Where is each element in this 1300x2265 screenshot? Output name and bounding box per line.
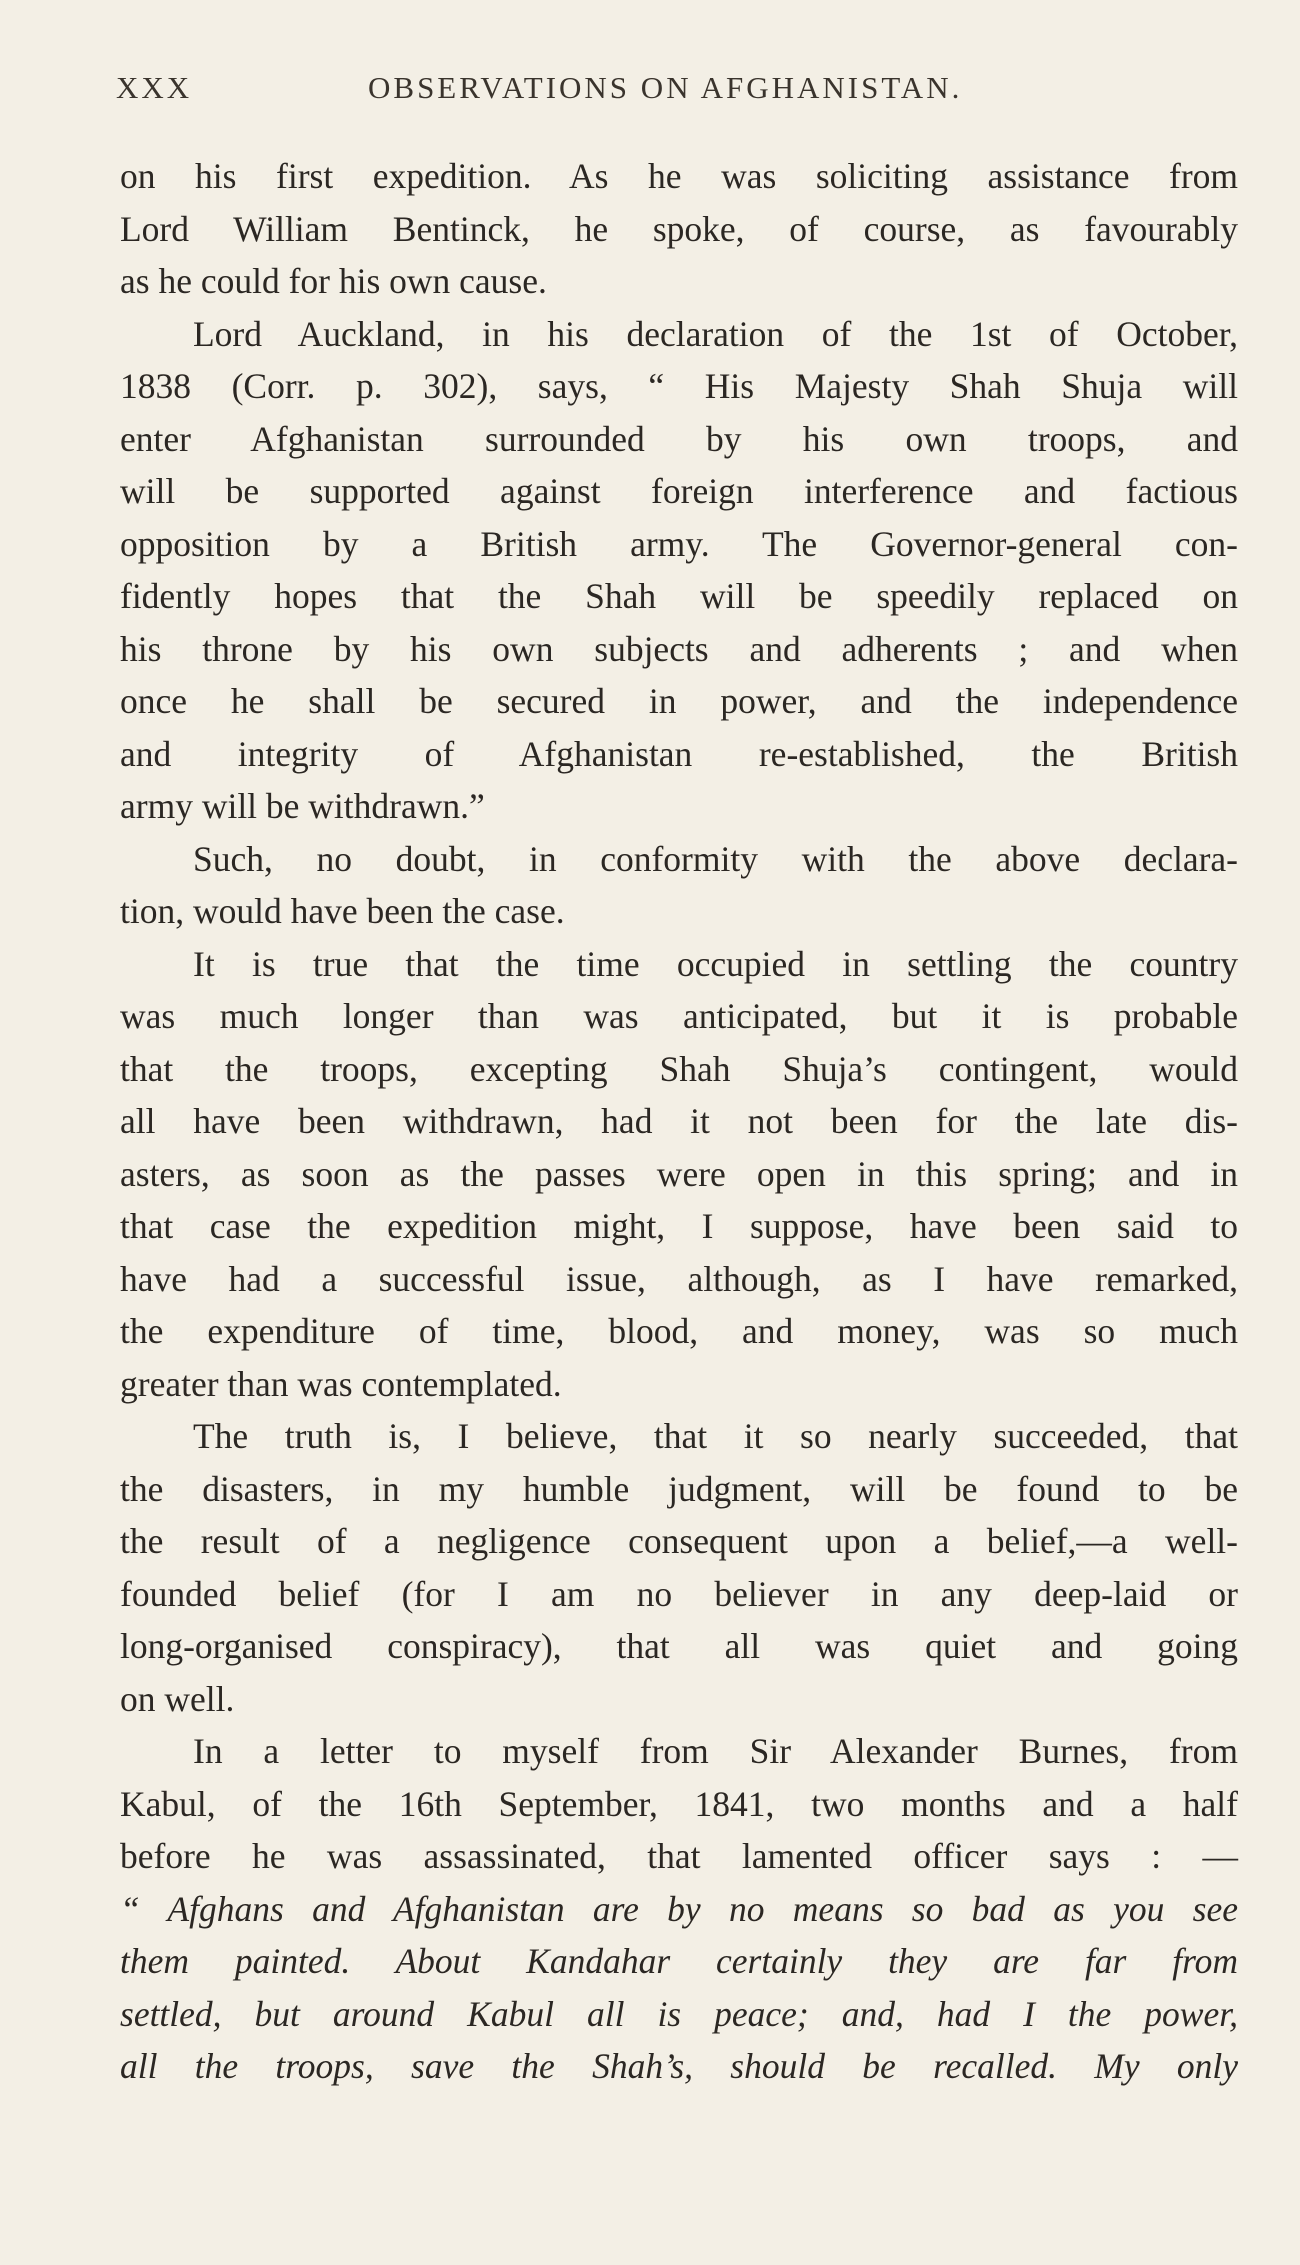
quote-line: them painted. About Kandahar certainly they are far from (120, 1941, 1238, 1981)
text-line: that case the expedition might, I suppose, have been said to (120, 1206, 1238, 1246)
page-header (116, 70, 1240, 110)
page-number: XXX (116, 70, 193, 105)
text-line: all have been withdrawn, had it not been for the late dis- (120, 1101, 1238, 1141)
text-line: army will be withdrawn.” (120, 786, 485, 826)
text-line: the result of a negligence consequent upon a belief,—a well- (120, 1521, 1238, 1561)
quote-line: all the troops, save the Shah’s, should be recalled. My only (120, 2046, 1238, 2086)
body-text (120, 150, 1238, 2093)
text-line: tion, would have been the case. (120, 891, 565, 931)
text-line: Such, no doubt, in conformity with the above declara- (193, 838, 1238, 879)
text-line: asters, as soon as the passes were open in this spring; and in (120, 1153, 1238, 1194)
text-line: have had a successful issue, although, as I have remarked, (120, 1258, 1238, 1299)
text-line: was much longer than was anticipated, but it is probable (120, 996, 1238, 1036)
text-line: In a letter to myself from Sir Alexander Burnes, from (193, 1731, 1238, 1771)
text-line: greater than was contemplated. (120, 1363, 562, 1404)
text-line: Lord William Bentinck, he spoke, of course, as favourably (120, 208, 1238, 249)
text-line: the expenditure of time, blood, and money, was so much (120, 1311, 1238, 1351)
text-line: and integrity of Afghanistan re-established, the British (120, 733, 1238, 774)
quote-line: settled, but around Kabul all is peace; and, had I the power, (120, 1993, 1238, 2034)
text-line: as he could for his own cause. (120, 261, 547, 301)
text-line: long-organised conspiracy), that all was quiet and going (120, 1626, 1238, 1666)
text-line: on his first expedition. As he was soliciting assistance from (120, 156, 1238, 196)
text-line: that the troops, excepting Shah Shuja’s contingent, would (120, 1048, 1238, 1089)
text-line: The truth is, I believe, that it so nearly succeeded, that (193, 1416, 1238, 1456)
quote-line: “ Afghans and Afghanistan are by no means so bad as you see (120, 1888, 1238, 1929)
text-line: 1838 (Corr. p. 302), says, “ His Majesty Shah Shuja will (120, 366, 1238, 406)
text-line: enter Afghanistan surrounded by his own troops, and (120, 418, 1238, 459)
text-line: the disasters, in my humble judgment, will be found to be (120, 1468, 1238, 1509)
text-line: Kabul, of the 16th September, 1841, two months and a half (120, 1783, 1238, 1824)
text-line: It is true that the time occupied in settling the country (193, 943, 1238, 984)
text-line: Lord Auckland, in his declaration of the 1st of October, (193, 313, 1238, 354)
text-line: will be supported against foreign interference and factious (120, 471, 1238, 511)
running-title: OBSERVATIONS ON AFGHANISTAN. (368, 70, 963, 105)
text-line: founded belief (for I am no believer in any deep-laid or (120, 1573, 1238, 1614)
text-line: before he was assassinated, that lamented officer says : — (120, 1836, 1238, 1876)
text-line: fidently hopes that the Shah will be speedily replaced on (120, 576, 1238, 616)
text-line: on well. (120, 1678, 235, 1719)
text-line: once he shall be secured in power, and the independence (120, 681, 1238, 721)
text-line: his throne by his own subjects and adherents ; and when (120, 628, 1238, 669)
text-line: opposition by a British army. The Governor-general con- (120, 523, 1238, 564)
